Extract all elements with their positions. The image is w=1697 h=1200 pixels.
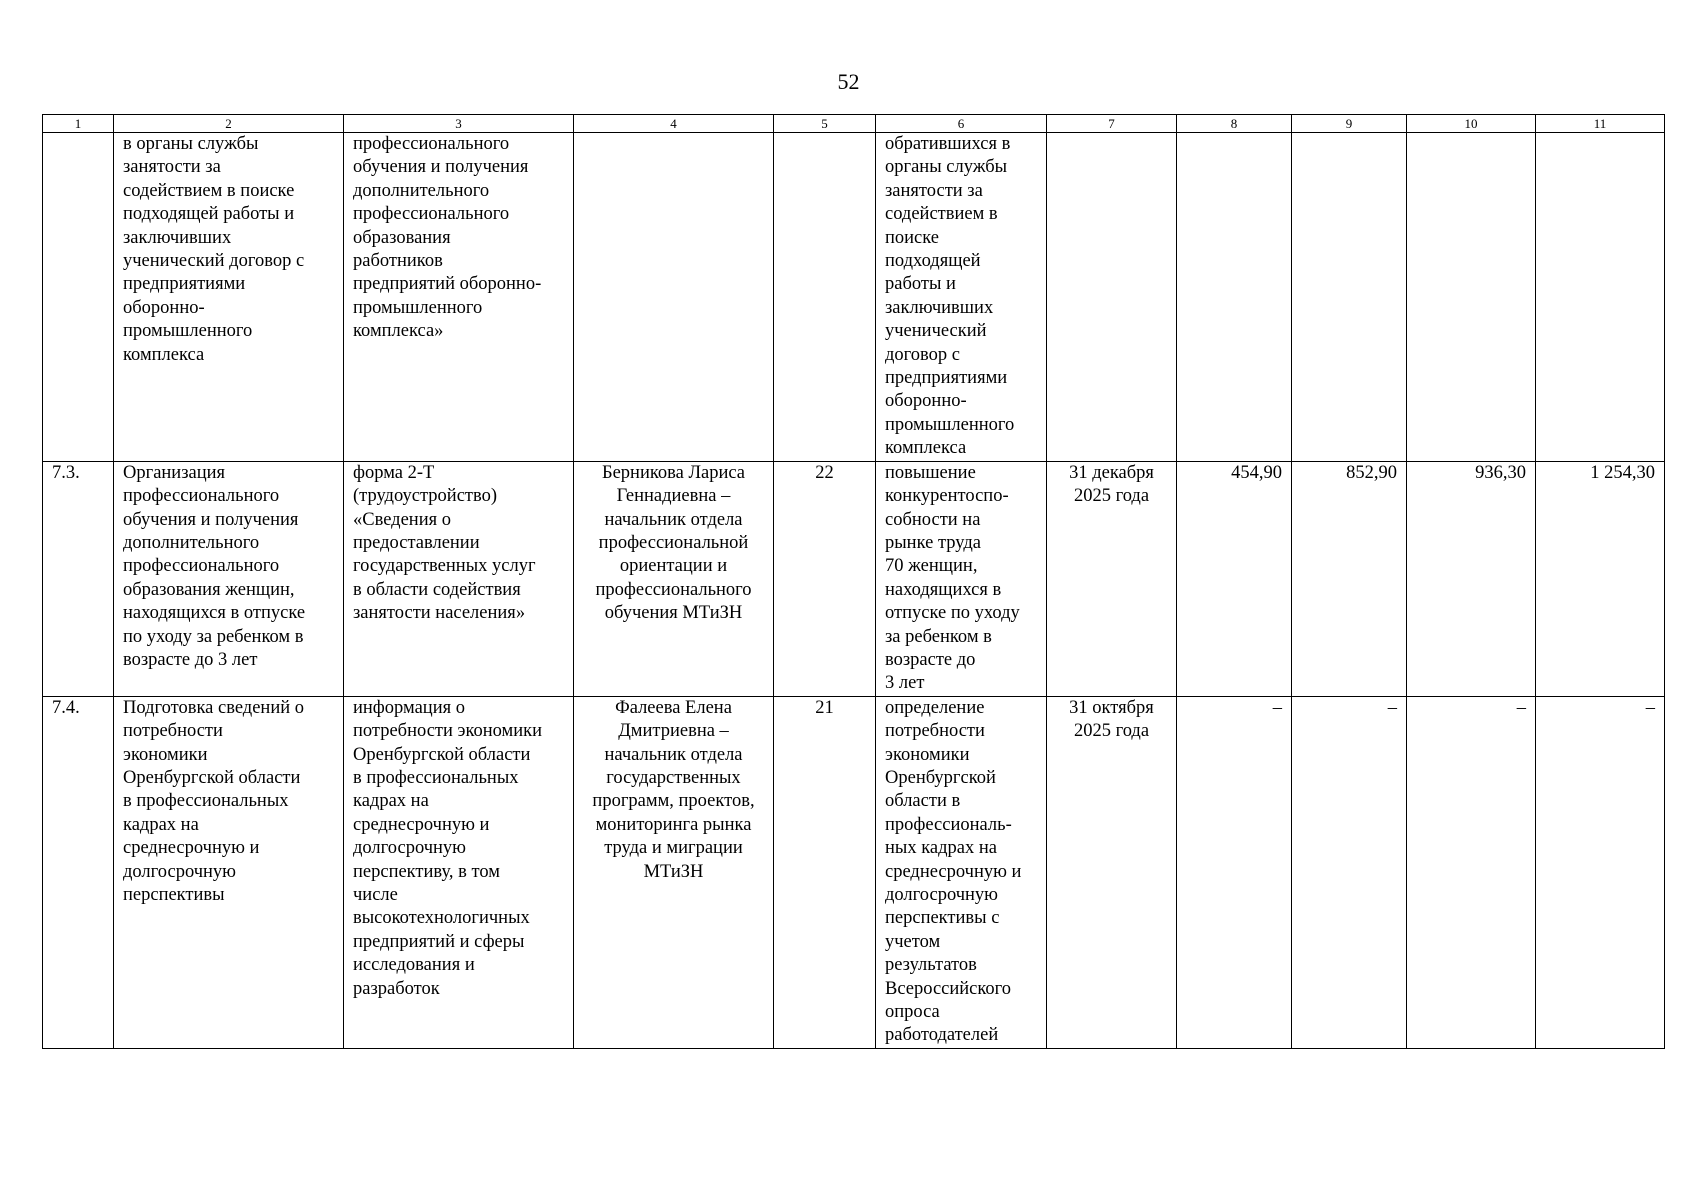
cell-col5: 21 [774,696,876,1048]
table-row [43,461,1665,696]
cell-value-11: 1 254,30 [1536,461,1665,696]
column-header: 1 [43,115,114,133]
column-header: 10 [1407,115,1536,133]
cell-result: повышение конкурентоспо- собности на рынке труда 70 женщин, находящихся в отпуске по уходу за ребенком в возрасте до 3 лет [876,461,1047,696]
column-header: 3 [344,115,574,133]
cell-deadline: 31 декабря 2025 года [1047,461,1177,696]
column-header: 6 [876,115,1047,133]
column-header: 4 [574,115,774,133]
column-header: 5 [774,115,876,133]
cell-deadline: 31 октября 2025 года [1047,696,1177,1048]
cell-number [43,133,114,462]
cell-activity-name: Подготовка сведений о потребности экономики Оренбургской области в профессиональных кадрах на среднесрочную и долгосрочную перспективы [114,696,344,1048]
table-row [43,133,1665,462]
cell-activity-name: в органы службы занятости за содействием в поиске подходящей работы и заключивших ученический договор с предприятиями оборонно- промышленного комплекса [114,133,344,462]
cell-deadline [1047,133,1177,462]
column-header: 7 [1047,115,1177,133]
column-header: 2 [114,115,344,133]
plan-table [42,114,1665,1049]
cell-col5: 22 [774,461,876,696]
cell-value-8: – [1177,696,1292,1048]
cell-value-9: 852,90 [1292,461,1407,696]
cell-responsible [574,133,774,462]
cell-result: обратившихся в органы службы занятости за содействием в поиске подходящей работы и заключивших ученический договор с предприятиями оборонно- промышленного комплекса [876,133,1047,462]
cell-document: профессионального обучения и получения дополнительного профессионального образования работников предприятий оборонно- промышленного комплекса» [344,133,574,462]
cell-result: определение потребности экономики Оренбургской области в профессиональ- ных кадрах на среднесрочную и долгосрочную перспективы с учетом результатов Всероссийского опроса работодателей [876,696,1047,1048]
cell-value-11 [1536,133,1665,462]
cell-responsible: Берникова Лариса Геннадиевна – начальник отдела профессиональной ориентации и профессионального обучения МТиЗН [574,461,774,696]
column-number-row [43,115,1665,133]
column-header: 8 [1177,115,1292,133]
cell-number: 7.3. [43,461,114,696]
cell-value-10 [1407,133,1536,462]
cell-col5 [774,133,876,462]
cell-value-11: – [1536,696,1665,1048]
cell-activity-name: Организация профессионального обучения и получения дополнительного профессионального образования женщин, находящихся в отпуске по уходу за ребенком в возрасте до 3 лет [114,461,344,696]
table-row [43,696,1665,1048]
cell-document: информация о потребности экономики Оренбургской области в профессиональных кадрах на среднесрочную и долгосрочную перспективу, в том числе высокотехнологичных предприятий и сферы исследования и разработок [344,696,574,1048]
cell-value-9: – [1292,696,1407,1048]
cell-value-9 [1292,133,1407,462]
cell-responsible: Фалеева Елена Дмитриевна – начальник отдела государственных программ, проектов, мониторинга рынка труда и миграции МТиЗН [574,696,774,1048]
cell-value-8: 454,90 [1177,461,1292,696]
page-number: 52 [837,69,860,94]
column-header: 9 [1292,115,1407,133]
cell-value-8 [1177,133,1292,462]
cell-document: форма 2-Т (трудоустройство) «Сведения о предоставлении государственных услуг в области содействия занятости населения» [344,461,574,696]
cell-value-10: – [1407,696,1536,1048]
column-header: 11 [1536,115,1665,133]
cell-number: 7.4. [43,696,114,1048]
cell-value-10: 936,30 [1407,461,1536,696]
